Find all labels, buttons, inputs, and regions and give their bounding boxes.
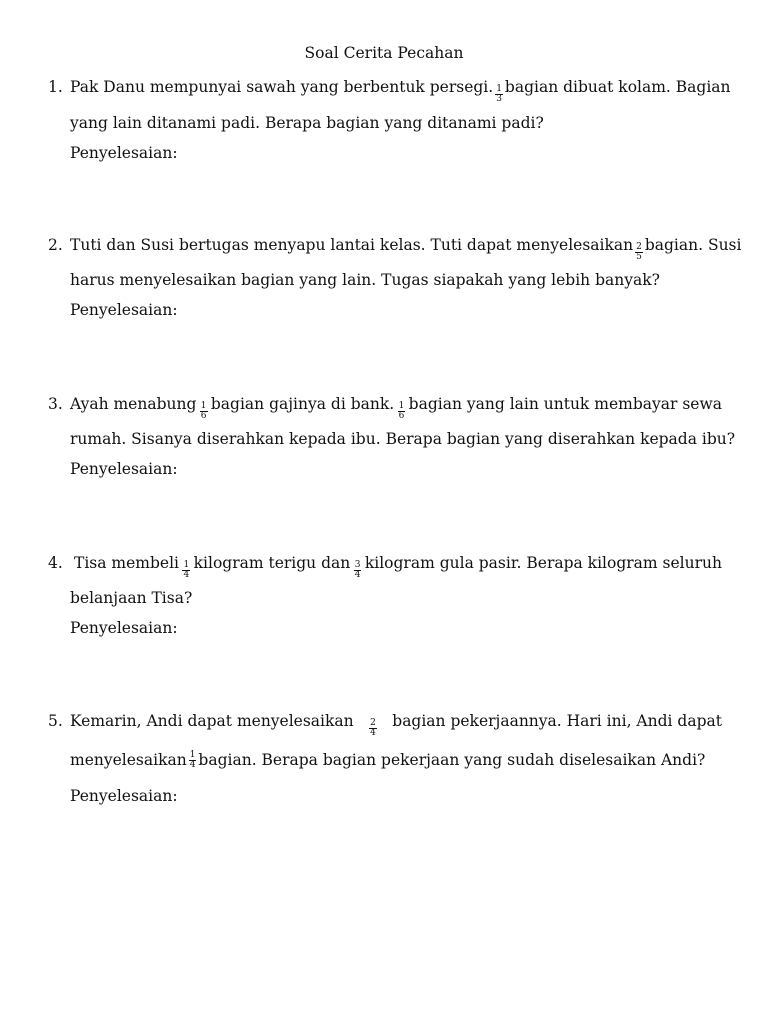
- question-line-1: [74, 554, 722, 581]
- fraction-denominator: 4: [183, 570, 190, 580]
- question-line-2: belanjaan Tisa?: [70, 589, 193, 607]
- question-text: Tisa membeli: [74, 554, 179, 572]
- fraction-denominator: 4: [189, 759, 196, 770]
- question-line-2: [70, 751, 705, 771]
- question-text: bagian. Susi: [644, 236, 742, 254]
- fraction: [189, 751, 197, 770]
- fraction-numerator: 1: [189, 749, 196, 760]
- question-text: Pak Danu mempunyai sawah yang berbentuk persegi.: [70, 78, 494, 96]
- page-title: Soal Cerita Pecahan: [304, 44, 464, 62]
- question-line-2: yang lain ditanami padi. Berapa bagian yang ditanami padi?: [70, 114, 544, 132]
- fraction: [200, 402, 208, 421]
- question-line-1: [70, 78, 731, 105]
- question-number: 1.: [48, 78, 63, 96]
- fraction-denominator: 4: [370, 728, 376, 738]
- fraction-denominator: 3: [496, 94, 502, 104]
- question-text: Tuti dan Susi bertugas menyapu lantai kelas. Tuti dapat menyelesaikan: [70, 236, 634, 254]
- fraction: [182, 561, 190, 580]
- fraction-numerator: 1: [200, 401, 207, 411]
- question-text: bagian dibuat kolam. Bagian: [504, 78, 731, 96]
- fraction-numerator: 1: [183, 560, 190, 570]
- question-text: menyelesaikan: [70, 751, 187, 769]
- fraction-denominator: 4: [354, 570, 361, 580]
- fraction: [635, 243, 643, 262]
- question-number: 5.: [48, 712, 63, 730]
- question-text: kilogram terigu dan: [193, 554, 351, 572]
- fraction: [354, 561, 362, 580]
- fraction-numerator: 2: [370, 718, 376, 728]
- fraction-denominator: 6: [200, 411, 207, 421]
- fraction-numerator: 1: [496, 84, 502, 94]
- question-text: bagian gajinya di bank.: [210, 395, 395, 413]
- fraction: [495, 85, 503, 104]
- question-line-1: [70, 236, 742, 263]
- solution-label: Penyelesaian:: [70, 301, 178, 319]
- question-number: 4.: [48, 554, 63, 572]
- fraction-numerator: 3: [354, 560, 361, 570]
- fraction-denominator: 5: [636, 252, 642, 262]
- question-number: 3.: [48, 395, 63, 413]
- solution-label: Penyelesaian:: [70, 787, 178, 805]
- fraction-numerator: 1: [398, 401, 405, 411]
- question-number: 2.: [48, 236, 63, 254]
- solution-label: Penyelesaian:: [70, 460, 178, 478]
- fraction-numerator: 2: [636, 242, 642, 252]
- question-text: Kemarin, Andi dapat menyelesaikan: [70, 712, 354, 730]
- solution-label: Penyelesaian:: [70, 144, 178, 162]
- question-text: Ayah menabung: [70, 395, 197, 413]
- question-text: bagian pekerjaannya. Hari ini, Andi dapat: [392, 712, 722, 730]
- question-text: kilogram gula pasir. Berapa kilogram seluruh: [364, 554, 722, 572]
- solution-label: Penyelesaian:: [70, 619, 178, 637]
- question-line-2: rumah. Sisanya diserahkan kepada ibu. Berapa bagian yang diserahkan kepada ibu?: [70, 430, 736, 448]
- question-text: bagian. Berapa bagian pekerjaan yang sudah diselesaikan Andi?: [198, 751, 706, 769]
- question-line-2: harus menyelesaikan bagian yang lain. Tugas siapakah yang lebih banyak?: [70, 271, 660, 289]
- fraction-denominator: 6: [398, 411, 405, 421]
- fraction: [398, 402, 406, 421]
- fraction: [369, 719, 377, 738]
- question-text: bagian yang lain untuk membayar sewa: [408, 395, 722, 413]
- question-line-1: [70, 712, 722, 739]
- question-line-1: [70, 395, 722, 422]
